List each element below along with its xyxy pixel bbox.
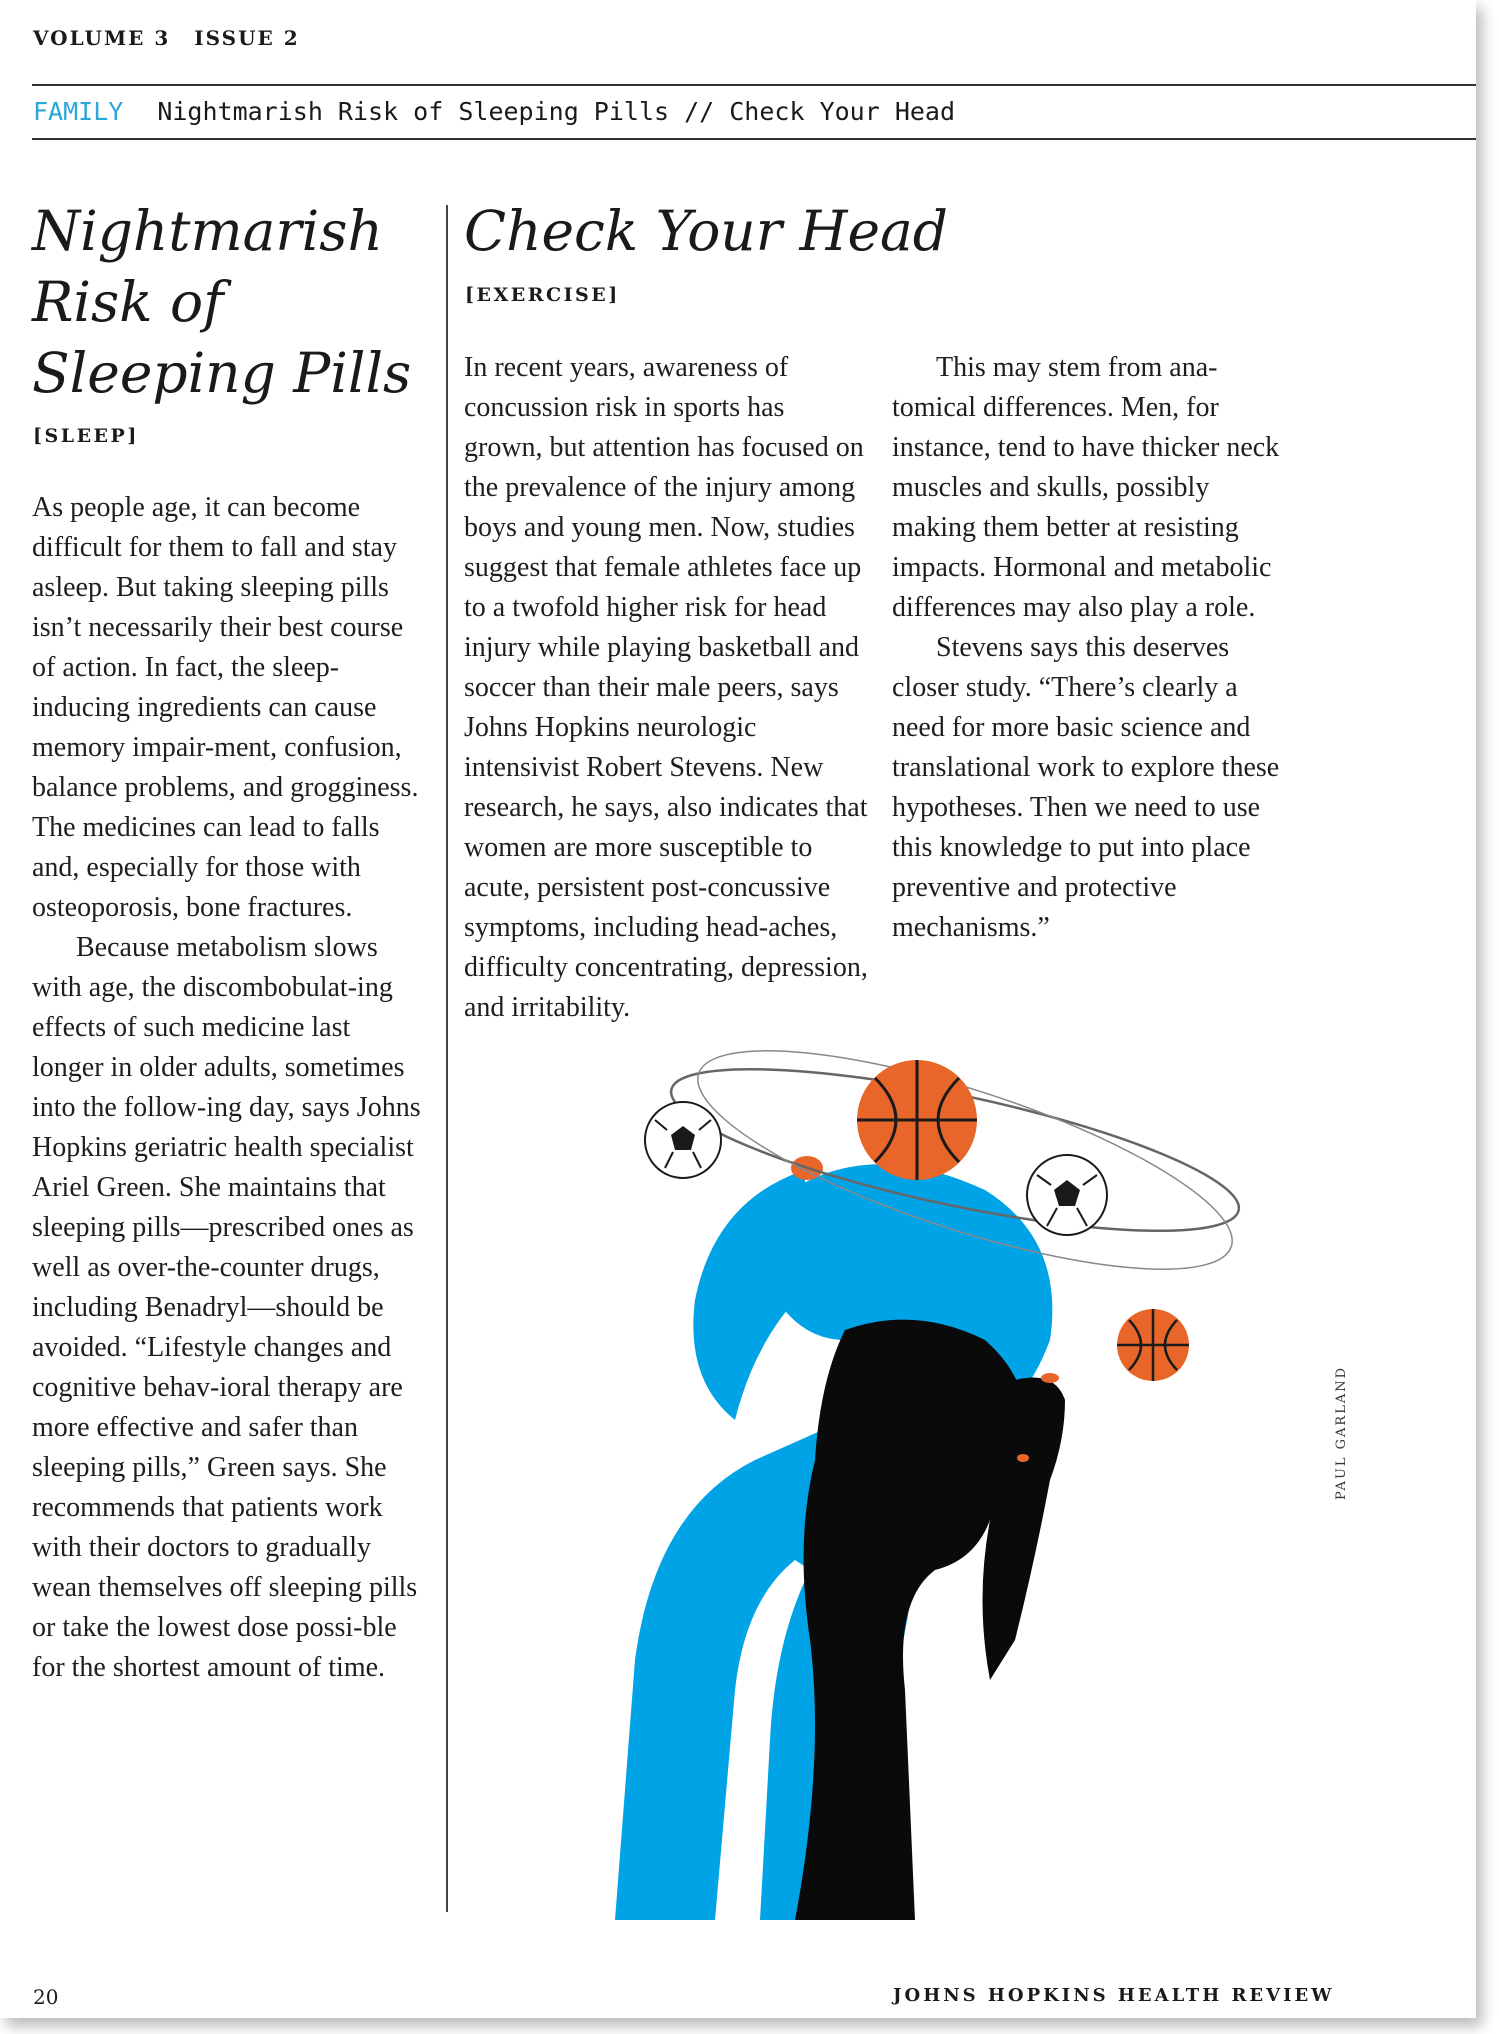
publication-name: JOHNS HOPKINS HEALTH REVIEW bbox=[893, 1985, 1335, 2006]
soccer-ball-icon bbox=[1027, 1155, 1107, 1235]
right-article-column-1 bbox=[464, 348, 869, 1028]
section-label: FAMILY bbox=[33, 97, 124, 126]
right-article-title: Check Your Head bbox=[464, 199, 949, 263]
illustration-credit: PAUL GARLAND bbox=[1334, 1365, 1349, 1500]
body-paragraph: In recent years, awareness of concussion risk in sports has grown, but attention has focused on the prevalence of the injury among boys and young men. Now, studies suggest that female athletes face up to a twofold higher risk for head injury while playing basketball and soccer than their male peers, says Johns Hopkins neurologic intensivist Robert Stevens. New research, he says, also indicates that women are more susceptible to acute, persistent post-concussive symptoms, including head-aches, difficulty concentrating, depression, and irritability. bbox=[464, 352, 868, 1023]
issue-label: ISSUE 2 bbox=[194, 26, 300, 50]
header-rule-bottom bbox=[32, 138, 1476, 140]
concussion-illustration bbox=[595, 1040, 1315, 1920]
left-title-line: Nightmarish bbox=[32, 199, 383, 263]
left-title-line: Sleeping Pills bbox=[32, 341, 412, 405]
basketball-icon bbox=[857, 1060, 977, 1180]
column-divider bbox=[446, 205, 448, 1912]
left-article-body bbox=[32, 488, 422, 1688]
basketball-icon bbox=[1117, 1309, 1189, 1381]
body-paragraph: As people age, it can become difficult for them to fall and stay asleep. But taking sleeping pills isn’t necessarily their best course of action. In fact, the sleep-inducing ingredients can cause memory impair-ment, confusion, balance problems, and grogginess. The medicines can lead to falls and, especially for those with osteoporosis, bone fractures. bbox=[32, 492, 419, 923]
volume-issue bbox=[33, 26, 324, 50]
header-rule-top bbox=[32, 84, 1476, 86]
left-article-title bbox=[32, 196, 432, 409]
running-header bbox=[33, 97, 955, 126]
soccer-ball-icon bbox=[645, 1102, 721, 1178]
right-article-column-2 bbox=[892, 348, 1292, 948]
volume-label: VOLUME 3 bbox=[33, 26, 171, 50]
left-title-line: Risk of bbox=[32, 270, 224, 334]
body-paragraph: Stevens says this deserves closer study. “There’s clearly a need for more basic science and translational work to explore these hypotheses. Then we need to use this knowledge to put into place preventive and protective mechanisms.” bbox=[892, 632, 1280, 943]
body-paragraph: Because metabolism slows with age, the discombobulat-ing effects of such medicine last longer in older adults, sometimes into the follow-ing day, says Johns Hopkins geriatric health specialist Ariel Green. She maintains that sleeping pills—prescribed ones as well as over-the-counter drugs, including Benadryl—should be avoided. “Lifestyle changes and cognitive behav-ioral therapy are more effective and safer than sleeping pills,” Green says. She recommends that patients work with their doctors to gradually wean themselves off sleeping pills or take the lowest dose possi-ble for the shortest amount of time. bbox=[32, 932, 421, 1683]
fingernail bbox=[1041, 1373, 1059, 1383]
running-title: Nightmarish Risk of Sleeping Pills // Check Your Head bbox=[157, 97, 956, 126]
fingernail bbox=[1017, 1454, 1029, 1462]
page-number: 20 bbox=[33, 1985, 59, 2009]
right-article-kicker: [EXERCISE] bbox=[465, 284, 620, 306]
left-article-kicker: [SLEEP] bbox=[33, 425, 139, 447]
body-paragraph: This may stem from ana-tomical differences. Men, for instance, tend to have thicker neck muscles and skulls, possibly making them better at resisting impacts. Hormonal and metabolic differences may also play a role. bbox=[892, 352, 1280, 623]
